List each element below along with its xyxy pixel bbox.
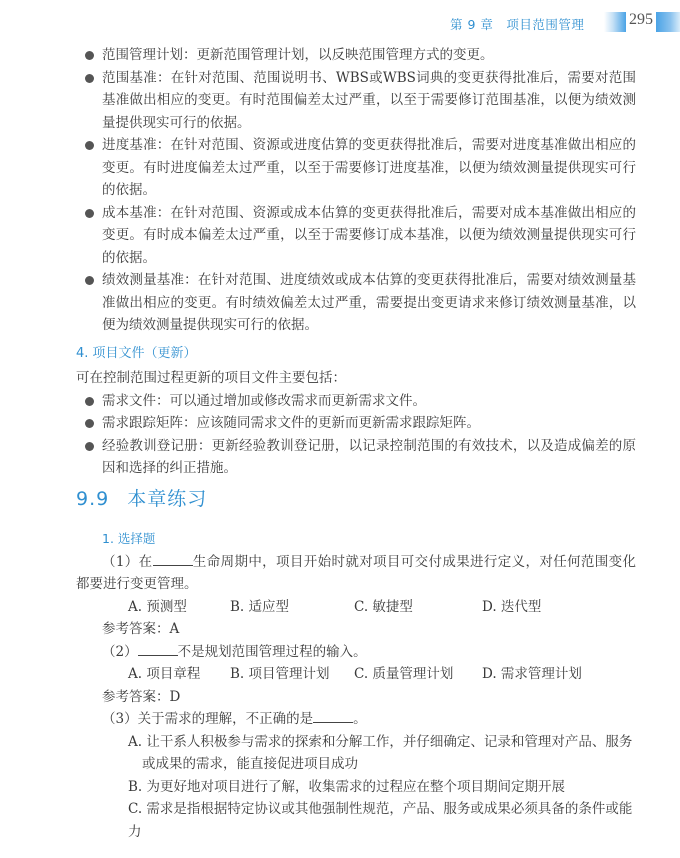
option-c: C. 需求是指根据特定协议或其他强制性规范，产品、服务或成果必须具备的条件或能力 [128,801,633,840]
answer-blank [138,641,178,656]
question-1: （1）在 生命周期中，项目开始时就对项目可交付成果进行定义，对任何范围变化都要进行变更管理。 [76,551,636,596]
question-1-answer: 参考答案：A [102,621,180,637]
bullet-icon [85,209,94,218]
option-a: A. 让干系人积极参与需求的探索和分解工作，并仔细确定、记录和管理对产品、服务 或成果的需求，能直接促进项目成功 [128,733,633,772]
option-c: C. 敏捷型 [354,598,413,615]
list-item: 绩效测量基准：在针对范围、进度绩效或成本估算的变更获得批准后，需要对绩效测量基准做出相应的变更。有时绩效偏差太过严重，需要提出变更请求来修订绩效测量基准，以便为绩效测量提供现实可行的依据。 [76,269,636,337]
option-a: A. 项目章程 [128,666,201,682]
list-item: 经验教训登记册：更新经验教训登记册，以记录控制范围的有效技术，以及造成偏差的原因和选择的纠正措施。 [76,435,636,480]
header-decoration-left [604,12,626,32]
option-b: B. 项目管理计划 [230,666,330,682]
bullet-icon [85,397,94,406]
option-b: B. 为更好地对项目进行了解，收集需求的过程应在整个项目期间定期开展 [128,778,566,795]
list-item: 范围管理计划：更新范围管理计划，以反映范围管理方式的变更。 [76,44,636,67]
question-2-answer: 参考答案：D [102,688,181,705]
header-decoration-right [656,12,680,32]
project-docs-heading: 4. 项目文件（更新） [76,345,197,361]
option-b: B. 适应型 [230,598,290,615]
bullet-icon [85,51,94,60]
list-item: 范围基准：在针对范围、范围说明书、WBS或WBS词典的变更获得批准后，需要对范围基准做出相应的变更。有时范围偏差太过严重，以至于需要修订范围基准，以便为绩效测量提供现实可行的依据。 [76,67,636,135]
bullet-icon [85,141,94,150]
bullet-icon [85,442,94,451]
option-a: A. 预测型 [128,598,187,615]
page-header [0,0,680,40]
chapter-title: 第 9 章 项目范围管理 [450,17,585,32]
answer-blank [153,551,193,566]
question-1-options [76,596,636,619]
question-2: （2） 不是规划范围管理过程的输入。 [76,641,636,664]
exercises-subheading: 1. 选择题 [102,531,156,546]
bullet-icon [85,276,94,285]
exercises [76,528,636,843]
list-item: 成本基准：在针对范围、资源或成本估算的变更获得批准后，需要对成本基准做出相应的变更。有时成本偏差太过严重，以至于需要修订成本基准，以便为绩效测量提供现实可行的依据。 [76,202,636,270]
page-number: 295 [629,11,653,28]
list-item: 需求跟踪矩阵：应该随同需求文件的更新而更新需求跟踪矩阵。 [76,412,636,435]
section-number: 9.9 [76,488,110,510]
list-item: 进度基准：在针对范围、资源或进度估算的变更获得批准后，需要对进度基准做出相应的变更。有时进度偏差太过严重，以至于需要修订进度基准，以便为绩效测量提供现实可行的依据。 [76,134,636,202]
bullet-icon [85,74,94,83]
question-2-options [76,663,636,686]
option-d: D. 迭代型 [482,598,542,615]
option-d: D. 需求管理计划 [482,666,582,682]
section-title [76,484,207,511]
answer-blank [313,708,353,723]
bullet-icon [85,419,94,428]
section-name: 本章练习 [127,488,208,510]
list-item: 需求文件：可以通过增加或修改需求而更新需求文件。 [76,390,636,413]
question-3: （3）关于需求的理解，不正确的是 。 [76,708,636,731]
project-docs-intro: 可在控制范围过程更新的项目文件主要包括： [76,370,346,386]
option-c: C. 质量管理计划 [354,666,454,682]
main-content [76,44,636,480]
